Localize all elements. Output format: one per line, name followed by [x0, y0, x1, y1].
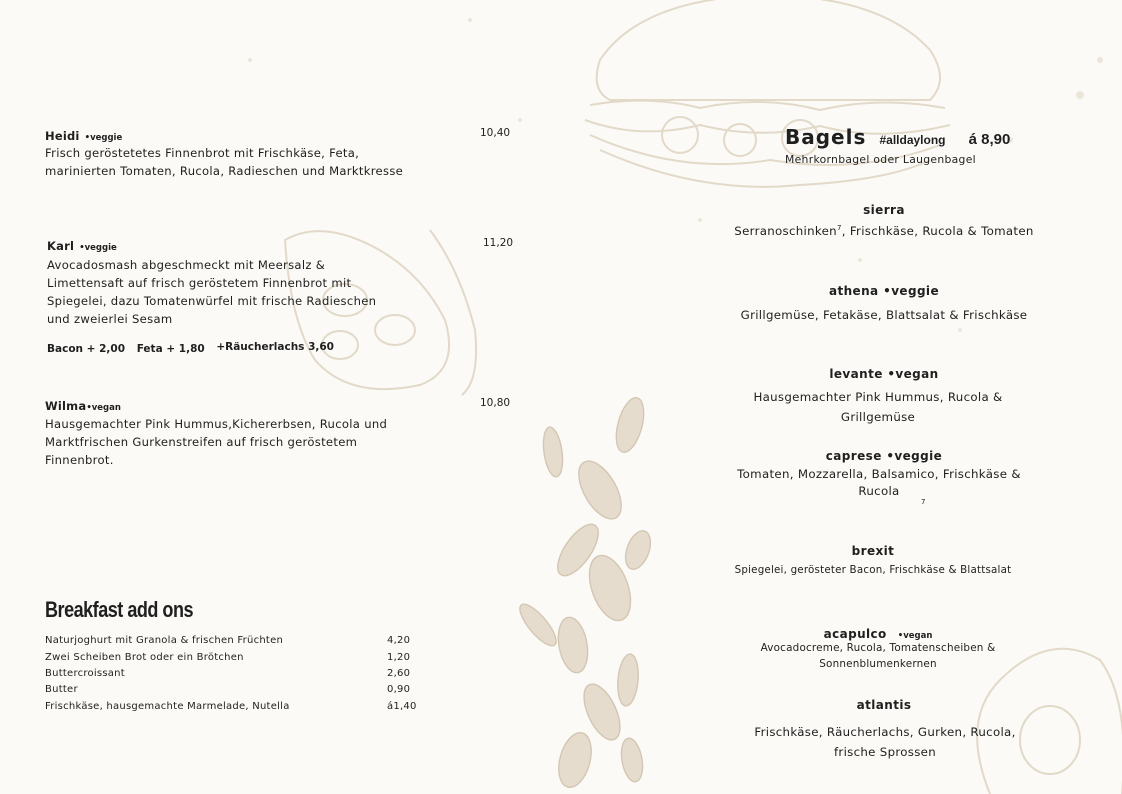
- item-name: Karl: [47, 239, 75, 253]
- item-price: 11,20: [483, 237, 514, 249]
- footnote-marker: 7: [921, 498, 926, 506]
- addon-label: Butter: [45, 684, 78, 695]
- addon-price: 2,60: [387, 668, 411, 679]
- item-tag: •veggie: [84, 133, 123, 143]
- addon-price: 4,20: [387, 635, 411, 646]
- footnote-marker: 7: [836, 224, 842, 232]
- addon-price: 1,20: [387, 652, 411, 663]
- bagel-description: Grillgemüse, Fetakäse, Blattsalat & Frischkäse: [740, 308, 1028, 322]
- bagel-description: Hausgemachter Pink Hummus, Rucola & Grillgemüse: [753, 390, 1003, 424]
- item-extras: [47, 343, 334, 355]
- bagel-name: athena: [828, 284, 879, 298]
- addon-label: Buttercroissant: [45, 668, 125, 679]
- addon-row: [45, 701, 425, 717]
- bagels-header: [785, 125, 1010, 149]
- bagel-name: caprese: [825, 449, 882, 463]
- extra-lachs: +Räucherlachs 3,60: [216, 341, 334, 353]
- bagel-tag: •veggie: [883, 284, 939, 298]
- item-heidi-title: [45, 125, 122, 144]
- bagel-title: [734, 284, 1034, 298]
- beans-illustration-icon: [514, 395, 655, 791]
- item-name: Wilma: [45, 399, 87, 413]
- bagel-title: [734, 449, 1034, 463]
- bagels-subtitle: Mehrkornbagel oder Laugenbagel: [785, 153, 976, 166]
- item-description: Frisch geröstetetes Finnenbrot mit Frischkäse, Feta, marinierten Tomaten, Rucola, Radieschen und Marktkresse: [45, 146, 404, 178]
- addon-label: Zwei Scheiben Brot oder ein Brötchen: [45, 652, 244, 663]
- extra-feta: Feta + 1,80: [136, 343, 205, 355]
- bagel-tag: •vegan: [887, 367, 939, 381]
- bagel-name: brexit: [851, 544, 895, 558]
- bagels-title: Bagels: [785, 125, 867, 149]
- addon-row: [45, 668, 425, 684]
- bagel-description: Avocadocreme, Rucola, Tomatenscheiben & Sonnenblumenkernen: [760, 642, 996, 670]
- bagel-description: Spiegelei, gerösteter Bacon, Frischkäse & Blattsalat: [734, 564, 1012, 576]
- addon-price: 0,90: [387, 684, 411, 695]
- item-description: Hausgemachter Pink Hummus,Kichererbsen, Rucola und Marktfrischen Gurkenstreifen auf frisch geröstetem Finnenbrot.: [45, 417, 388, 467]
- bagel-description: Tomaten, Mozzarella, Balsamico, Frischkäse & Rucola: [737, 467, 1021, 498]
- bagel-desc-part: , Frischkäse, Rucola & Tomaten: [841, 223, 1034, 238]
- bagel-title: [734, 367, 1034, 381]
- item-tag: •veggie: [79, 243, 117, 253]
- bagel-name: acapulco: [823, 627, 887, 641]
- addon-row: [45, 684, 425, 700]
- item-name: Heidi: [45, 129, 80, 143]
- bagel-name: atlantis: [856, 698, 912, 712]
- item-price: 10,40: [480, 127, 511, 139]
- addon-label: Frischkäse, hausgemachte Marmelade, Nutella: [45, 701, 290, 712]
- item-wilma-title: [45, 395, 121, 414]
- bagel-name: sierra: [863, 203, 905, 217]
- item-price: 10,80: [480, 397, 511, 409]
- extra-bacon: Bacon + 2,00: [47, 343, 126, 355]
- addon-row: [45, 635, 425, 651]
- addon-label: Naturjoghurt mit Granola & frischen Früchten: [45, 635, 284, 646]
- item-karl-title: [47, 235, 117, 254]
- item-tag: •vegan: [86, 403, 121, 413]
- bagel-description: [734, 218, 1034, 241]
- addon-price: á1,40: [387, 701, 417, 712]
- bagels-price: á 8,90: [968, 131, 1011, 148]
- bagel-tag: •veggie: [886, 449, 943, 463]
- bagel-name: levante: [829, 367, 883, 381]
- bagels-hashtag: #alldaylong: [879, 133, 946, 147]
- bagel-description: Frischkäse, Räucherlachs, Gurken, Rucola, frische Sprossen: [754, 725, 1016, 759]
- addons-title: Breakfast add ons: [45, 597, 194, 622]
- addon-row: [45, 652, 425, 668]
- bagel-tag: •vegan: [897, 631, 933, 641]
- item-description: Avocadosmash abgeschmeckt mit Meersalz & Limettensaft auf frisch geröstetem Finnenbrot mit Spiegelei, dazu Tomatenwürfel mit frische Radieschen und zweierlei Sesam: [47, 258, 377, 326]
- bagel-desc-part: Serranoschinken: [734, 223, 837, 238]
